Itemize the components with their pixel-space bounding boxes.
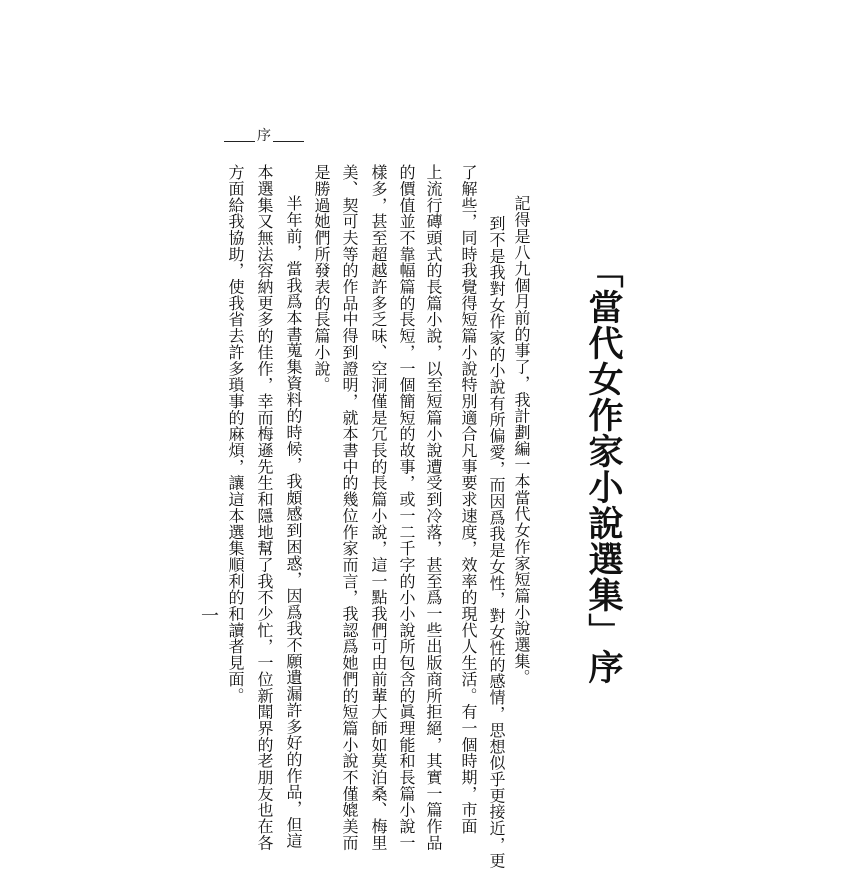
text-column: 樣多，甚至超越許多乏味、空洞僅是冗長的長篇小說，這一點我們可由前輩大師如莫泊桑、梅里: [369, 164, 388, 851]
page-number: 一: [198, 606, 219, 624]
text-column: 本選集又無法容納更多的佳作，幸而梅遜先生和隱地幫了我不少忙，一位新聞界的老朋友也在各: [255, 164, 274, 851]
running-head-text: 序: [257, 128, 271, 144]
text-column: 半年前，當我爲本書蒐集資料的時候，我頗感到困惑，因爲我不願遺漏許多好的作品，但這: [284, 195, 303, 849]
text-column: 了解些，同時我覺得短篇小說特別適合凡事要求速度，效率的現代人生活。有一個時期，市面: [459, 164, 478, 835]
text-column: 上流行磚頭式的長篇小說，以至短篇小說遭受到冷落，甚至爲一些出版商所拒絕，其實一篇作品: [424, 164, 443, 851]
text-column: 方面給我協助，使我省去許多瑣事的麻煩，讓這本選集順利的和讀者見面。: [226, 164, 245, 704]
text-column: 到不是我對女作家的小說有所偏愛，而因爲我是女性，對女性的感情，思想似乎更接近，更: [487, 215, 506, 869]
text-column: 的價值並不靠幅篇的長短，一個簡短的故事，或一二千字的小小說所包含的眞理能和長篇小說一: [397, 164, 416, 851]
page-title: 「當代女作家小說選集」序: [583, 253, 624, 685]
text-column: 是勝過她們所發表的長篇小說。: [312, 164, 331, 393]
running-head: [224, 129, 304, 143]
text-column: 美、契可夫等的作品中得到證明，就本書中的幾位作家而言，我認爲她們的短篇小說不僅媲美而: [340, 164, 359, 851]
text-column: 記得是八九個月前的事了，我計劃編一本當代女作家短篇小說選集。: [512, 195, 531, 686]
